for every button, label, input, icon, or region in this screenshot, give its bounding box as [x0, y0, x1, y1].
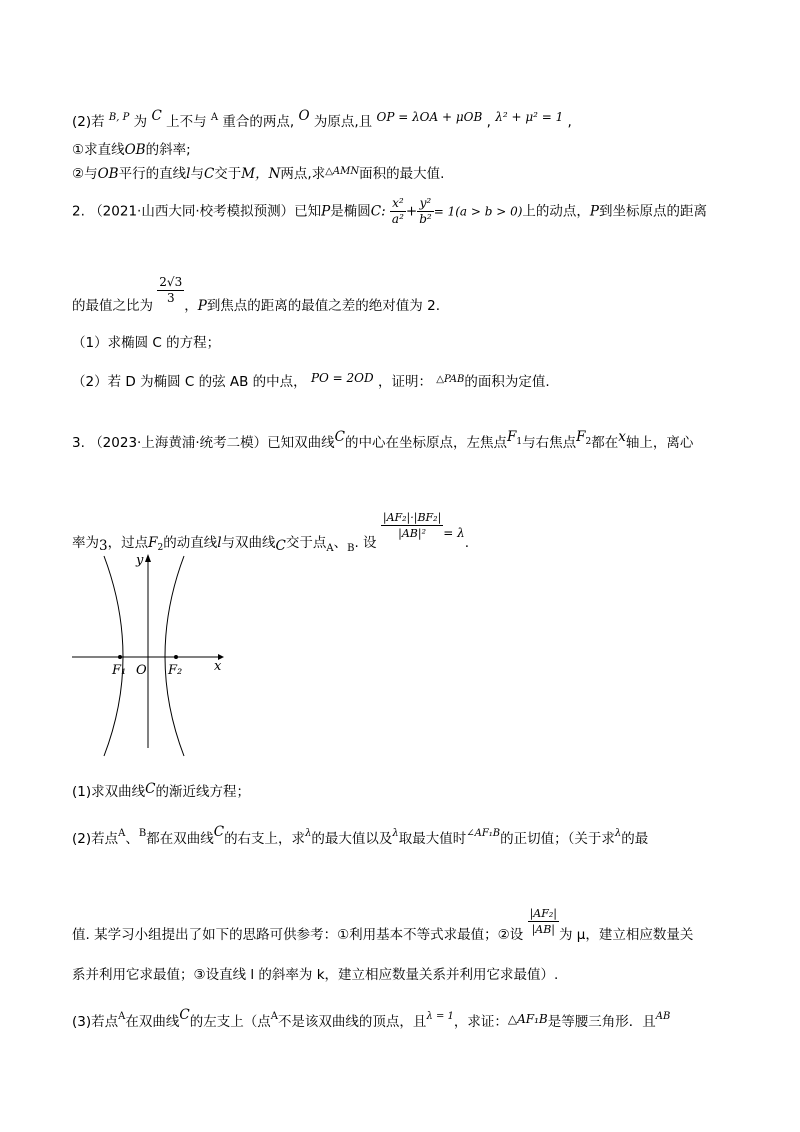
vector-equation: PO = 2OD — [310, 371, 374, 385]
text: 的右支上，求 — [224, 831, 306, 847]
lambda-fraction: $\frac{\text{|AF₂|·|BF₂|}}{\text{|AB|²}}$ — [382, 511, 442, 540]
text: 为 — [133, 114, 148, 130]
text: 面积的最大值. — [359, 166, 445, 182]
hyperbola-figure — [66, 548, 236, 758]
text: 的正切值；（关于求 — [500, 831, 615, 847]
point-a: A — [118, 1011, 126, 1022]
text: 两点,求 — [280, 166, 326, 182]
line-ob: OB — [124, 142, 146, 158]
text: 的斜率; — [145, 142, 191, 158]
q3-sub1 — [72, 780, 250, 801]
q2-sub2 — [72, 369, 550, 391]
ellipse-condition: = 1(a > b > 0) — [433, 204, 523, 219]
fraction-x2-a2: $\frac{\text{x²}}{\text{a²}}$ — [391, 196, 404, 226]
curve-c: C — [151, 108, 162, 124]
text: (3)若点 — [72, 1014, 119, 1030]
point-b: B — [138, 828, 147, 839]
plus: + — [405, 203, 418, 220]
subscript: 2 — [585, 437, 592, 447]
text: 取最大值时 — [398, 831, 467, 847]
text: 的面积为定值. — [464, 374, 550, 390]
q3-sub2-line1 — [72, 823, 648, 848]
q3-sub3 — [72, 1006, 670, 1031]
text: 值. 某学习小组提出了如下的思路可供参考：①利用基本不等式求最值；②设 — [72, 927, 524, 943]
text: ， — [184, 298, 198, 314]
text: 重合的两点, — [222, 114, 295, 130]
text: 的动直线 — [163, 535, 218, 551]
line-l: l — [217, 535, 222, 551]
x-label: x — [214, 659, 222, 674]
subscript: 2 — [157, 543, 164, 553]
q2-line1 — [72, 196, 707, 227]
points-mn: M，N — [241, 166, 281, 182]
origin-label: O — [136, 663, 147, 678]
text: (2)若点 — [72, 831, 119, 847]
text: . — [464, 535, 470, 551]
lambda: λ — [392, 828, 399, 839]
lambda-equals: = λ — [443, 526, 465, 540]
text: 与双曲线 — [221, 535, 276, 551]
text: （2）若 D 为椭圆 C 的弦 AB 的中点， — [72, 374, 307, 390]
mu-fraction: $\frac{\text{|AF₂|}}{|AB|}$ — [529, 907, 557, 936]
curve-c: C — [334, 429, 345, 445]
text: 的中心在坐标原点，左焦点 — [344, 435, 507, 451]
text: 到焦点的距离的最值之差的绝对值为 2. — [206, 298, 440, 314]
text: ，求证： — [453, 1014, 508, 1030]
question-number: 2. — [72, 203, 85, 220]
origin-o: O — [298, 108, 310, 124]
point-a: A — [118, 828, 126, 839]
constraint-equation: λ² + μ² = 1 — [495, 110, 564, 124]
text: 是等腰三角形．且 — [547, 1014, 656, 1030]
text: 为原点,且 — [313, 114, 373, 130]
text: ①求直线 — [72, 142, 125, 158]
fraction-y2-b2: $\frac{\text{y²}}{\text{b²}}$ — [419, 196, 432, 226]
curve-c: C: — [370, 203, 386, 220]
lambda: λ — [614, 828, 622, 839]
text: 交于点 — [285, 535, 327, 551]
y-axis-arrow — [145, 554, 151, 562]
focus-f2-dot — [174, 655, 178, 659]
focus-f1-dot — [118, 655, 122, 659]
line-ob: OB — [97, 166, 119, 182]
eccentricity: 3 — [99, 538, 108, 554]
text: 上的动点， — [522, 203, 590, 220]
text: 都在双曲线 — [146, 831, 214, 847]
curve-c: C — [203, 166, 215, 182]
point-b: B — [347, 543, 355, 554]
text: 与右焦点 — [522, 435, 577, 451]
lambda: λ — [305, 828, 312, 839]
question-source: （2021·山西大同·校考模拟预测）已知 — [89, 203, 322, 220]
q1-part2-line — [72, 107, 572, 131]
text: 、 — [125, 831, 139, 847]
segment-ab: AB — [655, 1011, 671, 1022]
question-source: （2023·上海黄浦·统考二模）已知双曲线 — [89, 435, 335, 451]
curve-c: C — [145, 781, 156, 797]
question-number: 3. — [72, 435, 85, 451]
text: 交于 — [214, 166, 242, 182]
lambda-equals-one: λ = 1 — [426, 1011, 454, 1022]
f1-label: F₁ — [112, 663, 127, 678]
vector-equation: OP = λOA + μOB — [376, 110, 483, 124]
triangle-af1b: △AF₁B — [507, 1012, 548, 1026]
text: 在双曲线 — [125, 1014, 180, 1030]
text: ，过点 — [107, 535, 149, 551]
text: 上不与 — [166, 114, 207, 130]
text: 的左支上（点 — [189, 1014, 271, 1030]
text: 是椭圆 — [330, 203, 371, 220]
point-a: A — [270, 1011, 278, 1022]
text: 的最大值以及 — [311, 831, 393, 847]
text: , — [567, 114, 572, 130]
q1-sub1 — [72, 141, 191, 159]
text: (1)求双曲线 — [72, 784, 146, 800]
text: 的最值之比为 — [72, 298, 153, 314]
q3-line1 — [72, 428, 693, 452]
curve-c: C — [213, 824, 225, 840]
q2-line2 — [72, 275, 440, 315]
text: 的最 — [621, 831, 649, 847]
point-p: P — [321, 203, 331, 220]
focus-f2: F — [576, 429, 586, 445]
text: 到坐标原点的距离 — [599, 203, 708, 220]
focus-f1: F — [506, 429, 517, 445]
curve-c: C — [179, 1007, 190, 1023]
q1-sub2 — [72, 163, 444, 183]
ratio-fraction: $\frac{2√3}{3}$ — [159, 275, 183, 305]
label: (2)若 — [72, 114, 105, 130]
q3-sub2-line3: 系并利用它求最值；③设直线 l 的斜率为 k，建立相应数量关系并利用它求最值）. — [72, 967, 559, 983]
y-label: y — [136, 553, 144, 568]
q3-sub2-line2 — [72, 906, 693, 944]
subscript: 1 — [516, 437, 523, 447]
text: 的渐近线方程； — [155, 784, 250, 800]
angle-af1b: ∠AF₁B — [466, 828, 501, 839]
text: ②与 — [72, 166, 98, 182]
text: 、 — [333, 535, 348, 551]
axis-x: x — [618, 429, 626, 445]
text: 轴上，离心 — [625, 435, 694, 451]
text: 率为 — [72, 535, 99, 551]
point-p: P — [197, 298, 207, 314]
triangle-amn: △AMN — [325, 166, 360, 177]
text: 平行的直线 — [118, 166, 187, 182]
text: , — [486, 114, 491, 130]
text: ，证明： — [377, 374, 432, 390]
text: . 设 — [354, 535, 377, 551]
text: 与 — [190, 166, 204, 182]
point-a: A — [326, 543, 334, 554]
focus-f2: F — [148, 535, 158, 551]
curve-c: C — [275, 538, 286, 554]
points-bp: B, P — [108, 112, 130, 123]
triangle-pab: △PAB — [436, 374, 465, 385]
point-a: A — [210, 112, 219, 123]
q2-sub1: （1）求椭圆 C 的方程； — [72, 335, 221, 351]
text: 都在 — [591, 435, 619, 451]
text: 不是该双曲线的顶点，且 — [277, 1014, 427, 1030]
line-l: l — [186, 166, 191, 182]
point-p: P — [589, 203, 600, 220]
text: 为 μ，建立相应数量关 — [559, 927, 694, 943]
f2-label: F₂ — [168, 663, 183, 678]
